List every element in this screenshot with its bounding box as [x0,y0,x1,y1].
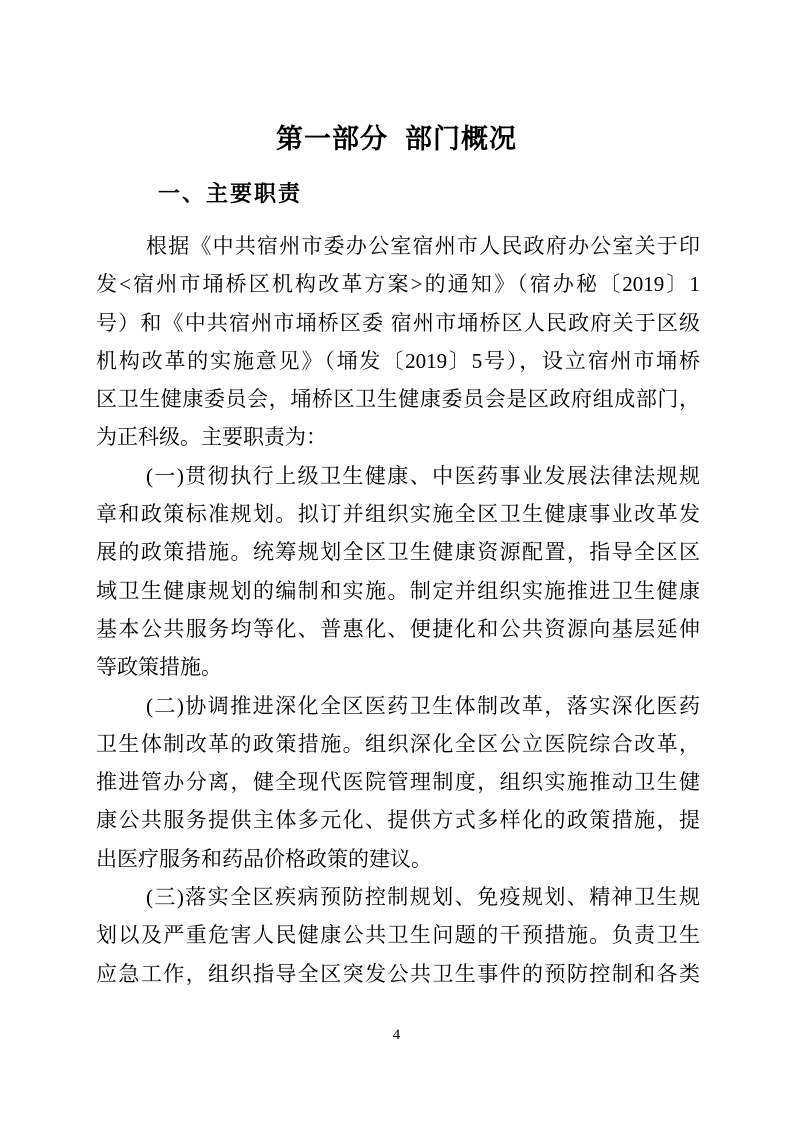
text-line: 展的政策措施。统筹规划全区卫生健康资源配置，指导全区区 [96,540,700,565]
text-line: 章和政策标准规划。拟订并组织实施全区卫生健康事业改革发 [96,502,700,527]
text-line: 卫生体制改革的政策措施。组织深化全区公立医院综合改革， [96,731,700,756]
text-line: (一)贯彻执行上级卫生健康、中医药事业发展法律法规规 [146,463,700,488]
paragraph [96,457,700,687]
text-line: 机构改革的实施意见》（埇发〔2019〕5号），设立宿州市埇桥 [96,348,700,373]
paragraph [96,878,700,993]
text-line: 应急工作，组织指导全区突发公共卫生事件的预防控制和各类 [96,961,700,986]
text-line: 发<宿州市埇桥区机构改革方案>的通知》（宿办秘〔2019〕1 [96,272,700,297]
document-body [96,227,700,993]
section-heading: 一、主要职责 [158,181,303,206]
paragraph [96,687,700,878]
text-line: (二)协调推进深化全区医药卫生体制改革，落实深化医药 [146,693,700,718]
text-line: 根据《中共宿州市委办公室宿州市人民政府办公室关于印 [146,234,700,258]
text-line: 推进管办分离，健全现代医院管理制度，组织实施推动卫生健 [96,770,700,795]
text-line: 基本公共服务均等化、普惠化、便捷化和公共资源向基层延伸 [96,616,700,641]
text-line: 康公共服务提供主体多元化、提供方式多样化的政策措施，提 [96,808,700,833]
document-title: 第一部分 部门概况 [275,124,517,154]
paragraph [96,227,700,457]
text-line: 号）和《中共宿州市埇桥区委 宿州市埇桥区人民政府关于区级 [96,310,700,335]
text-line: 区卫生健康委员会，埇桥区卫生健康委员会是区政府组成部门， [96,387,700,412]
text-line: 域卫生健康规划的编制和实施。制定并组织实施推进卫生健康 [96,578,700,603]
text-line: 出医疗服务和药品价格政策的建议。 [96,846,432,871]
text-line: (三)落实全区疾病预防控制规划、免疫规划、精神卫生规 [146,885,700,910]
text-line: 为正科级。主要职责为： [96,425,327,450]
text-line: 划以及严重危害人民健康公共卫生问题的干预措施。负责卫生 [96,923,700,948]
text-line: 等政策措施。 [96,655,222,680]
page-number: 4 [392,1027,401,1043]
